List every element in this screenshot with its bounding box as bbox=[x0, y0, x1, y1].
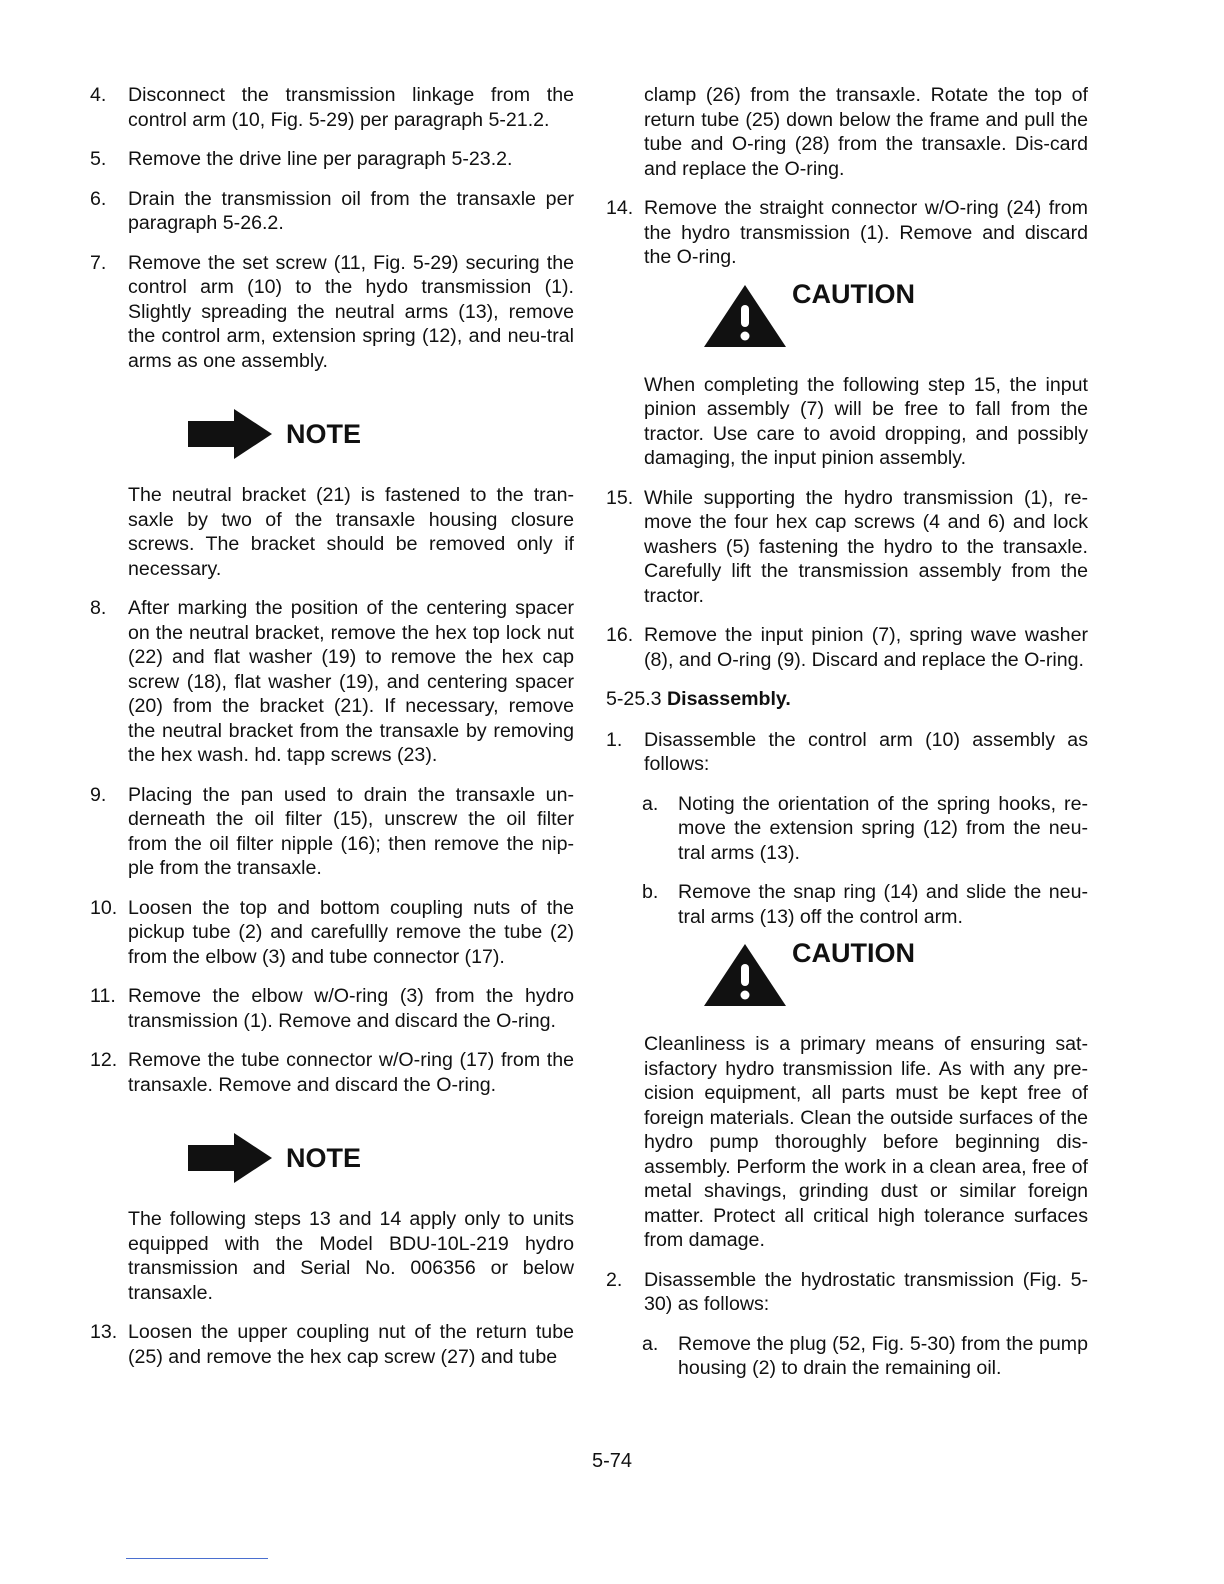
step-number: 5. bbox=[90, 148, 107, 170]
step-number: 7. bbox=[90, 251, 107, 274]
step-text: After marking the position of the centering spacer on the neutral bracket, remove the hex top lock nut (22) and flat washer (19) to remove the hex cap screw (18), flat washer (19), and centering spacer (20) from the bracket (21). If necessary, remove the neutral bracket from the transaxle by removing the hex wash. hd. tapp screws (23). bbox=[128, 597, 574, 766]
substep-text: Remove the snap ring (14) and slide the neu-tral arms (13) off the control arm. bbox=[678, 881, 1088, 928]
caution-heading bbox=[704, 278, 1088, 347]
step-text: Disconnect the transmission linkage from the control arm (10, Fig. 5-29) per paragraph 5-21.2. bbox=[128, 84, 574, 131]
step-text: Placing the pan used to drain the transaxle un-derneath the oil filter (15), unscrew the oil filter from the oil filter nipple (16); then remove the nip-ple from the transaxle. bbox=[128, 783, 574, 879]
substep-2a bbox=[606, 1332, 1088, 1381]
note-text: The neutral bracket (21) is fastened to the tran-saxle by two of the transaxle housing closure screws. The bracket should be removed only if necessary. bbox=[128, 484, 574, 580]
substep-text: Noting the orientation of the spring hooks, re-move the extension spring (12) from the neu-tral arms (13). bbox=[678, 792, 1088, 864]
step-text: Remove the set screw (11, Fig. 5-29) securing the control arm (10) to the hydo transmission (1). Slightly spreading the neutral arms (13), remove the control arm, extension spring (12), and neu-tral arms as one assembly. bbox=[128, 251, 574, 372]
step-text: Remove the input pinion (7), spring wave washer (8), and O-ring (9). Discard and replace the O-ring. bbox=[644, 624, 1088, 671]
step-10 bbox=[90, 896, 574, 970]
disassembly-step-1 bbox=[606, 728, 1088, 777]
step-text: Loosen the upper coupling nut of the return tube (25) and remove the hex cap screw (27) and tube bbox=[128, 1321, 574, 1368]
warning-triangle-icon bbox=[704, 944, 786, 1006]
step-13 bbox=[90, 1320, 574, 1369]
substep-letter: a. bbox=[642, 1332, 659, 1355]
step-13-continued: clamp (26) from the transaxle. Rotate the top of return tube (25) down below the frame and pull the tube and O-ring (28) from the transaxle. Dis-card and replace the O-ring. bbox=[644, 84, 1088, 180]
step-text: Disassemble the hydrostatic transmission (Fig. 5-30) as follows: bbox=[644, 1268, 1088, 1315]
step-15 bbox=[606, 486, 1088, 609]
step-number: 11. bbox=[90, 985, 116, 1007]
step-5 bbox=[90, 147, 574, 172]
arrow-right-icon bbox=[188, 409, 272, 459]
step-4 bbox=[90, 83, 574, 132]
step-text: Remove the drive line per paragraph 5-23.2. bbox=[128, 148, 513, 170]
step-number: 2. bbox=[606, 1268, 623, 1291]
note-label: NOTE bbox=[286, 1143, 362, 1173]
step-text: Remove the straight connector w/O-ring (24) from the hydro transmission (1). Remove and discard the O-ring. bbox=[644, 197, 1088, 268]
step-14 bbox=[606, 196, 1088, 270]
step-text: Remove the tube connector w/O-ring (17) from the transaxle. Remove and discard the O-ring. bbox=[128, 1049, 574, 1096]
footer-rule bbox=[126, 1558, 268, 1559]
caution-heading bbox=[704, 938, 1088, 1006]
step-text: Disassemble the control arm (10) assembly as follows: bbox=[644, 728, 1088, 775]
substep-text: Remove the plug (52, Fig. 5-30) from the pump housing (2) to drain the remaining oil. bbox=[678, 1332, 1088, 1379]
caution-label: CAUTION bbox=[792, 278, 915, 309]
warning-triangle-icon bbox=[704, 285, 786, 347]
substep-letter: b. bbox=[642, 881, 659, 903]
step-number: 9. bbox=[90, 783, 107, 806]
note-label: NOTE bbox=[286, 419, 362, 449]
step-text: Remove the elbow w/O-ring (3) from the hydro transmission (1). Remove and discard the O-ring. bbox=[128, 985, 574, 1032]
section-heading bbox=[606, 687, 1088, 712]
step-number: 10. bbox=[90, 896, 118, 919]
step-number: 12. bbox=[90, 1049, 118, 1071]
section-number: 5-25.3 bbox=[606, 688, 662, 710]
step-number: 16. bbox=[606, 624, 634, 646]
step-number: 6. bbox=[90, 187, 107, 210]
note-heading bbox=[188, 1133, 574, 1183]
left-column bbox=[90, 83, 574, 1384]
section-title: Disassembly. bbox=[667, 688, 791, 710]
step-number: 4. bbox=[90, 84, 107, 106]
step-text: Loosen the top and bottom coupling nuts of the pickup tube (2) and carefullly remove the tube (2) from the elbow (3) and tube connector (17). bbox=[128, 896, 574, 968]
caution-text: When completing the following step 15, the input pinion assembly (7) will be free to fall from the tractor. Use care to avoid dropping, and possibly damaging, the input pinion assembly. bbox=[644, 373, 1088, 469]
step-16 bbox=[606, 623, 1088, 672]
step-number: 13. bbox=[90, 1321, 118, 1343]
step-7 bbox=[90, 251, 574, 374]
step-number: 15. bbox=[606, 486, 634, 509]
disassembly-step-2 bbox=[606, 1268, 1088, 1317]
step-8 bbox=[90, 596, 574, 768]
step-text: While supporting the hydro transmission (1), re-move the four hex cap screws (4 and 6) and lock washers (5) fastening the hydro to the transaxle. Carefully lift the transmission assembly from the tractor. bbox=[644, 486, 1088, 607]
note-text: The following steps 13 and 14 apply only to units equipped with the Model BDU-10L-219 hydro transmission and Serial No. 006356 or below transaxle. bbox=[128, 1208, 574, 1304]
substep-1b bbox=[606, 880, 1088, 929]
arrow-right-icon bbox=[188, 1133, 272, 1183]
substep-1a bbox=[606, 792, 1088, 866]
step-number: 14. bbox=[606, 197, 634, 219]
step-9 bbox=[90, 783, 574, 881]
step-number: 1. bbox=[606, 728, 623, 751]
caution-text: Cleanliness is a primary means of ensuring sat-isfactory hydro transmission life. As with any pre-cision equipment, all parts must be kept free of foreign materials. Clean the outside surfaces of the hydro pump thoroughly before beginning dis-assembly. Perform the work in a clean area, free of metal shavings, grinding dust or similar foreign matter. Protect all critical high tolerance surfaces from damage. bbox=[644, 1033, 1088, 1251]
step-11 bbox=[90, 984, 574, 1033]
page-number: 5-74 bbox=[591, 1450, 633, 1472]
note-heading bbox=[188, 409, 574, 459]
right-column bbox=[606, 83, 1088, 1396]
step-text: Drain the transmission oil from the transaxle per paragraph 5-26.2. bbox=[128, 187, 574, 234]
step-12 bbox=[90, 1048, 574, 1097]
substep-letter: a. bbox=[642, 792, 659, 815]
caution-label: CAUTION bbox=[792, 938, 915, 968]
step-6 bbox=[90, 187, 574, 236]
step-number: 8. bbox=[90, 597, 107, 619]
